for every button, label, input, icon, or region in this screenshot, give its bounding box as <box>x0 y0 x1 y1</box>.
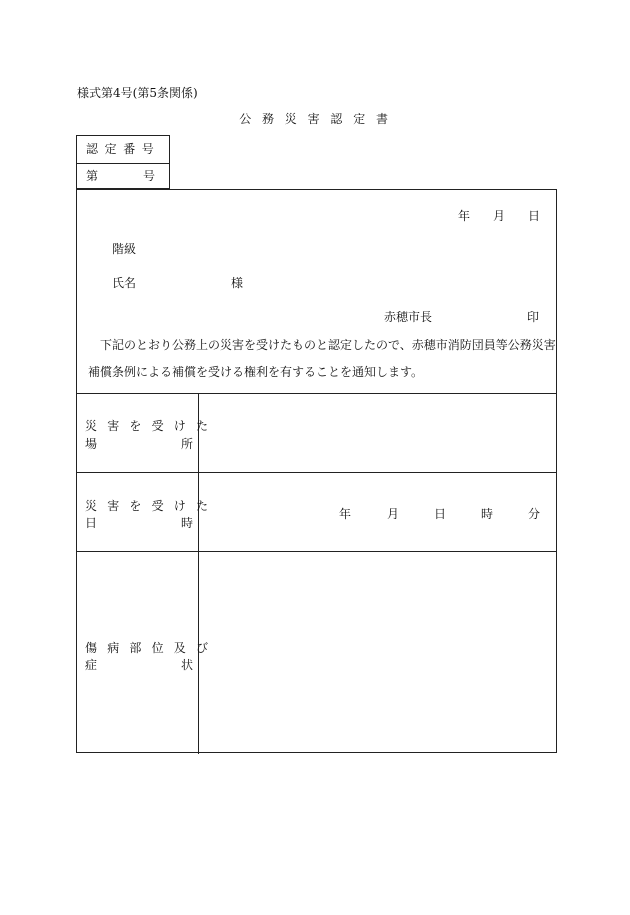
form-code: 様式第4号(第5条関係) <box>77 86 198 100</box>
datetime-label-text: 災害を受けた <box>85 499 219 513</box>
section-divider <box>77 393 556 394</box>
cert-label-row <box>77 136 169 164</box>
column-divider <box>198 393 199 754</box>
place-label-top <box>85 417 219 434</box>
datetime-month: 月 <box>387 507 400 521</box>
injury-label-right: 状 <box>181 658 194 672</box>
datetime-field[interactable] <box>202 475 552 547</box>
injury-label-left: 症 <box>85 658 98 672</box>
notice-date-year: 年 <box>458 209 471 223</box>
notice-date-day: 日 <box>528 209 541 223</box>
place-label-right: 所 <box>181 437 194 451</box>
place-label-left: 場 <box>85 437 98 451</box>
injury-label-top <box>85 639 219 656</box>
cert-number-row <box>77 163 169 190</box>
place-label-text: 災害を受けた <box>85 419 219 433</box>
datetime-day: 日 <box>434 507 447 521</box>
cert-number-prefix: 第 <box>86 169 99 183</box>
certification-number-box <box>76 135 170 189</box>
issuer-name: 赤穂市長 <box>384 310 433 324</box>
datetime-year: 年 <box>339 507 352 521</box>
cert-number-label: 認定番号 <box>86 142 161 156</box>
name-label: 氏名 <box>112 276 137 290</box>
notice-date-month: 月 <box>493 209 506 223</box>
seal-mark: 印 <box>527 310 540 324</box>
place-field[interactable] <box>202 396 552 468</box>
honorific: 様 <box>231 276 244 290</box>
injury-label-text: 傷病部位及び <box>85 641 219 655</box>
notice-form-table <box>76 189 557 753</box>
datetime-hour: 時 <box>481 507 494 521</box>
datetime-minute: 分 <box>528 507 541 521</box>
row-divider <box>77 472 556 473</box>
datetime-label-top <box>85 497 219 514</box>
cert-number-suffix: 号 <box>142 169 155 183</box>
datetime-label-left: 日 <box>85 516 98 530</box>
injury-field[interactable] <box>202 554 552 750</box>
notice-body-line-2: 補償条例による補償を受ける権利を有することを通知します。 <box>88 365 424 379</box>
rank-label: 階級 <box>112 242 137 256</box>
datetime-label-right: 時 <box>181 516 194 530</box>
document-title: 公務災害認定書 <box>239 112 399 126</box>
notice-body-line-1: 下記のとおり公務上の災害を受けたものと認定したので、赤穂市消防団員等公務災害 <box>100 338 556 352</box>
row-divider <box>77 551 556 552</box>
